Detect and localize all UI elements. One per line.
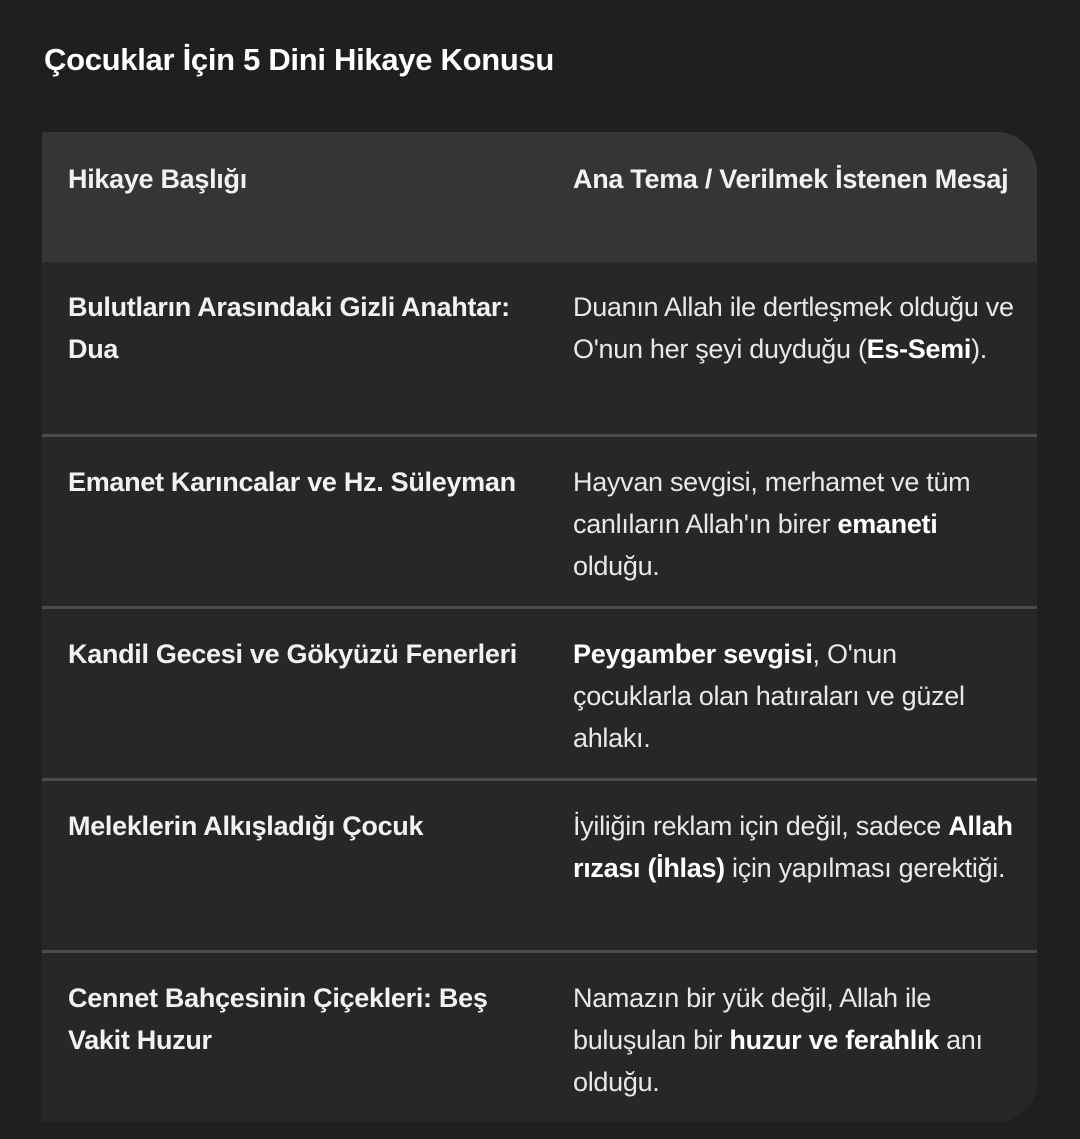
table-row bbox=[42, 606, 1037, 778]
story-title-cell: Bulutların Arasındaki Gizli Anahtar: Dua bbox=[68, 292, 510, 364]
theme-cell bbox=[547, 437, 1037, 606]
theme-text: anı olduğu. bbox=[573, 1025, 983, 1097]
story-title-cell: Kandil Gecesi ve Gökyüzü Fenerleri bbox=[68, 639, 517, 669]
theme-text: için yapılması gerektiği. bbox=[724, 853, 1006, 883]
theme-cell bbox=[547, 953, 1037, 1122]
theme-cell bbox=[547, 262, 1037, 434]
theme-bold-text: huzur ve ferahlık bbox=[729, 1025, 939, 1055]
table-row bbox=[42, 262, 1037, 434]
theme-bold-text: Peygamber sevgisi bbox=[573, 639, 813, 669]
theme-text: Hayvan sevgisi, merhamet ve tüm canlıların Allah'ın birer bbox=[573, 467, 971, 539]
theme-cell bbox=[547, 781, 1037, 950]
header-theme: Ana Tema / Verilmek İstenen Mesaj bbox=[573, 164, 1009, 194]
theme-bold-text: Es-Semi bbox=[866, 334, 972, 364]
story-title-cell: Emanet Karıncalar ve Hz. Süleyman bbox=[68, 467, 516, 497]
table-row bbox=[42, 950, 1037, 1122]
theme-text: Duanın Allah ile dertleşmek olduğu ve O'nun her şeyi duyduğu ( bbox=[573, 292, 1014, 364]
theme-cell bbox=[547, 609, 1037, 778]
story-title-cell: Cennet Bahçesinin Çiçekleri: Beş Vakit Huzur bbox=[68, 983, 488, 1055]
theme-text: İyiliğin reklam için değil, sadece bbox=[573, 811, 949, 841]
table-row bbox=[42, 778, 1037, 950]
theme-text: Namazın bir yük değil, Allah ile buluşulan bir bbox=[573, 983, 932, 1055]
theme-text: ). bbox=[971, 334, 987, 364]
stories-table bbox=[42, 132, 1037, 1122]
table-row bbox=[42, 434, 1037, 606]
story-title-cell: Meleklerin Alkışladığı Çocuk bbox=[68, 811, 424, 841]
theme-text: , O'nun çocuklarla olan hatıraları ve güzel ahlakı. bbox=[573, 639, 965, 753]
table-header-row bbox=[42, 132, 1037, 262]
theme-text: olduğu. bbox=[573, 551, 660, 581]
theme-bold-text: Allah rızası (İhlas) bbox=[573, 811, 1013, 883]
theme-bold-text: emaneti bbox=[837, 509, 938, 539]
page-title: Çocuklar İçin 5 Dini Hikaye Konusu bbox=[44, 42, 555, 77]
header-story-title: Hikaye Başlığı bbox=[68, 164, 247, 194]
